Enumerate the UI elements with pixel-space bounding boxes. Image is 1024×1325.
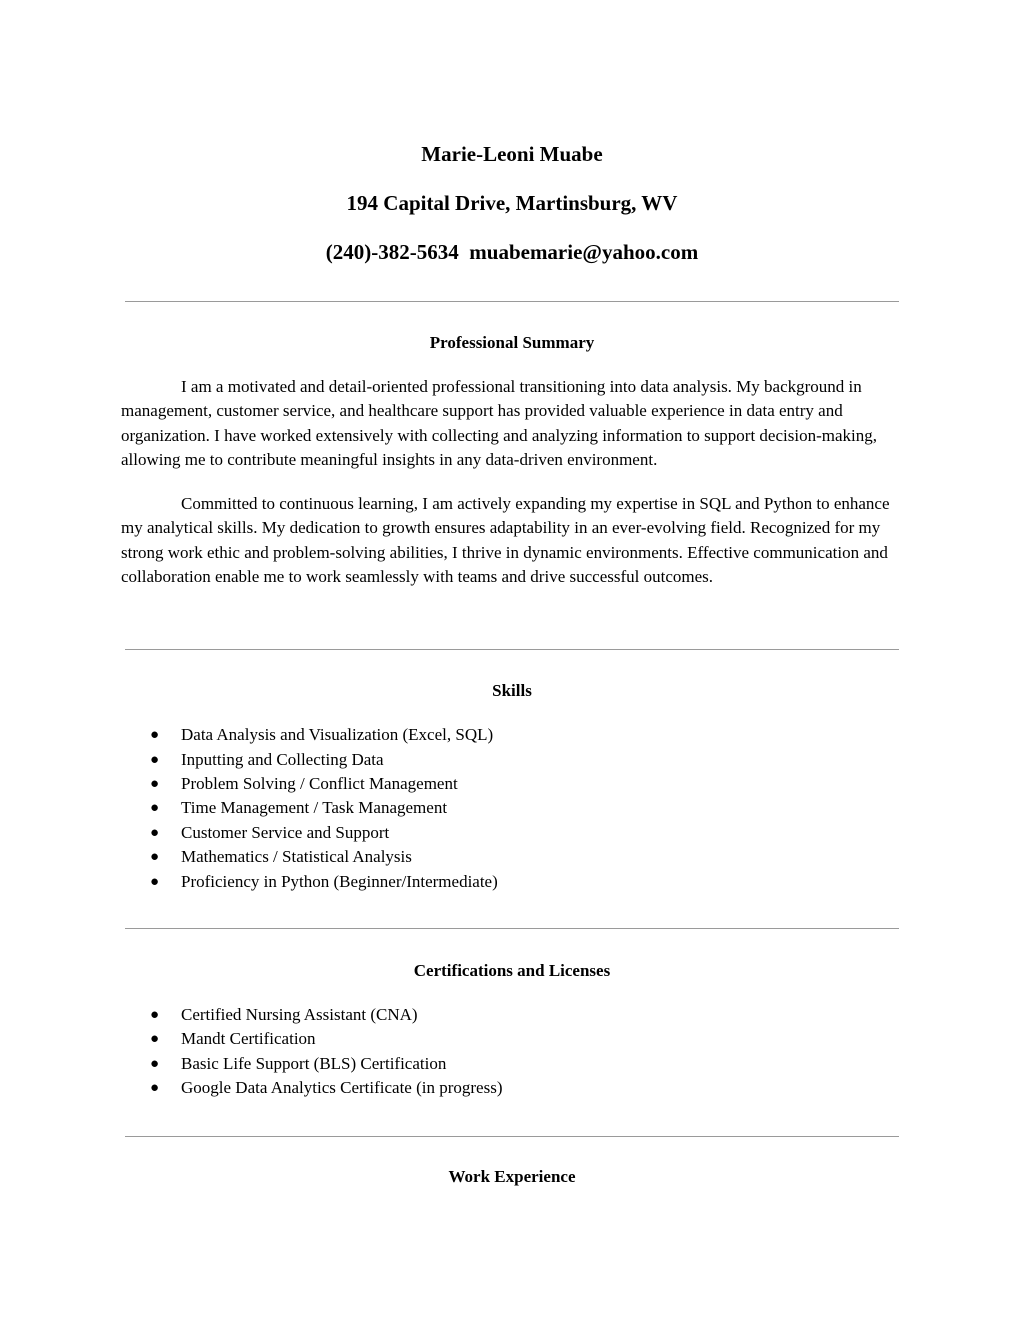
experience-heading: Work Experience xyxy=(448,1167,576,1186)
bullet-icon: ● xyxy=(150,1007,160,1023)
bullet-icon: ● xyxy=(150,727,160,743)
candidate-name: Marie-Leoni Muabe xyxy=(421,142,603,166)
candidate-contact: (240)-382-5634 muabemarie@yahoo.com xyxy=(325,240,699,264)
section-divider xyxy=(125,1136,899,1137)
candidate-address: 194 Capital Drive, Martinsburg, WV xyxy=(346,191,678,215)
section-divider xyxy=(125,301,899,302)
bullet-icon: ● xyxy=(150,776,160,792)
bullet-icon: ● xyxy=(150,1055,160,1072)
section-divider xyxy=(125,649,899,650)
summary-heading: Professional Summary xyxy=(429,333,595,352)
certifications-heading: Certifications and Licenses xyxy=(413,961,611,980)
summary-paragraph: I am a motivated and detail-oriented professional transitioning into data analysis. My background in management, customer service, and healthcare support has provided valuable experience in data entry and organization. I have worked extensively with collecting and analyzing information to support decision-making, allowing me to contribute meaningful insights in any data-driven environment. xyxy=(121,377,877,470)
section-divider xyxy=(125,928,899,929)
bullet-icon: ● xyxy=(150,1031,160,1047)
summary-paragraph: Committed to continuous learning, I am actively expanding my expertise in SQL and Python to enhance my analytical skills. My dedication to growth ensures adaptability in an ever-evolving field. Recognized for my strong work ethic and problem-solving abilities, I thrive in dynamic environments. Effective communication and collaboration enable me to work seamlessly with teams and drive successful outcomes. xyxy=(121,494,890,587)
bullet-icon: ● xyxy=(150,849,160,865)
skills-heading: Skills xyxy=(492,681,532,700)
bullet-icon: ● xyxy=(150,751,160,768)
resume-page: Marie-Leoni Muabe 194 Capital Drive, Martinsburg, WV (240)-382-5634 muabemarie@yahoo.com Professional Summary I am a motivated and detail-oriented professional transitioning into data analysis. My background in management, customer service, and healthcare support has provided valuable experience in data entry and organization. I have worked extensively with collecting and analyzing information to support decision-making, allowing me to contribute meaningful insights in any data-driven environment. Committed to continuous learning, I am actively expanding my expertise in SQL and Python to enhance my analytical skills. My dedication to growth ensures adaptability in an ever-evolving field. Recognized for my strong work ethic and problem-solving abilities, I thrive in dynamic environments. Effective communication and collaboration enable me to work seamlessly with teams and drive successful outcomes. Skills ● Data Analysis and Visualization (Excel, SQL) ● Inputting and Collecting Data ● Problem Solving / Conflict Management ● Time Management / Task Management ● Customer Service and Support ● Mathematics / Statistical Analysis ● Proficiency in Python (Beginner/Intermediate) Certifications and Licenses ● Certified Nursing Assistant (CNA) ● Mandt Certification ● Basic Life Support (BLS) Certification ● Google Data Analytics Certificate (in progress) Work Experience xyxy=(0,0,1024,1325)
bullet-icon: ● xyxy=(150,824,160,841)
bullet-icon: ● xyxy=(150,873,160,890)
bullet-icon: ● xyxy=(150,800,160,816)
bullet-icon: ● xyxy=(150,1080,160,1096)
